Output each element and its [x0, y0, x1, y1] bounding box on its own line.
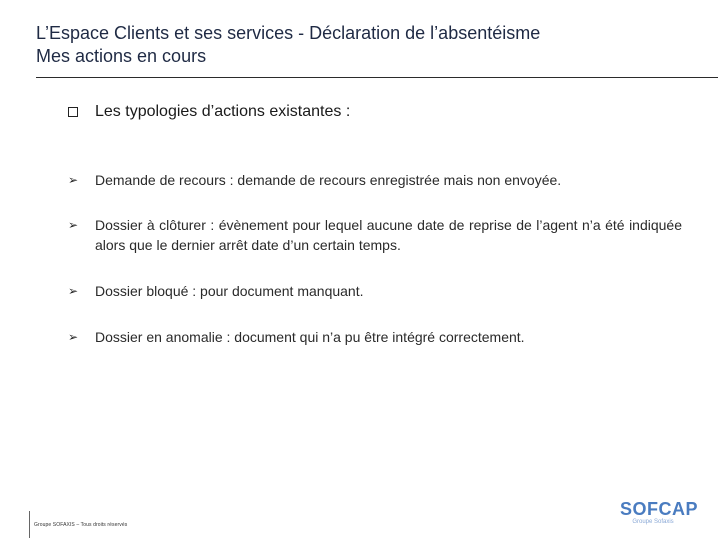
sofcap-logo [620, 499, 699, 526]
list-item-text: Dossier en anomalie : document qui n’a pu être intégré correctement. [95, 329, 525, 345]
arrow-bullet-icon: ➢ [68, 284, 79, 298]
list-item-text: Dossier à clôturer : évènement pour lequel aucune date de reprise de l’agent n’a été indiquée alors que le dernier arrêt date d’un certain temps. [95, 217, 682, 253]
list-item [68, 327, 682, 347]
logo-tagline: Groupe Sofaxis [632, 519, 674, 525]
list-item [68, 170, 682, 190]
arrow-bullet-icon: ➢ [68, 218, 79, 232]
title-line-2: Mes actions en cours [36, 46, 207, 66]
title-divider [36, 77, 718, 78]
logo-wordmark: SOFCAP [620, 499, 699, 519]
square-bullet-icon [68, 107, 78, 117]
section-heading [68, 103, 350, 121]
footer-divider [29, 511, 30, 538]
section-heading-text: Les typologies d’actions existantes : [95, 103, 351, 120]
arrow-bullet-icon: ➢ [68, 330, 79, 344]
title-line-1: L’Espace Clients et ses services - Déclaration de l’absentéisme [36, 23, 541, 43]
slide-title [36, 22, 540, 68]
list-item [68, 281, 682, 301]
footer-copyright: Groupe SOFAXIS – Tous droits réservés [34, 522, 128, 528]
list-item [68, 215, 682, 255]
list-item-text: Dossier bloqué : pour document manquant. [95, 283, 364, 299]
list-item-text: Demande de recours : demande de recours enregistrée mais non envoyée. [95, 172, 562, 188]
arrow-bullet-icon: ➢ [68, 173, 79, 187]
